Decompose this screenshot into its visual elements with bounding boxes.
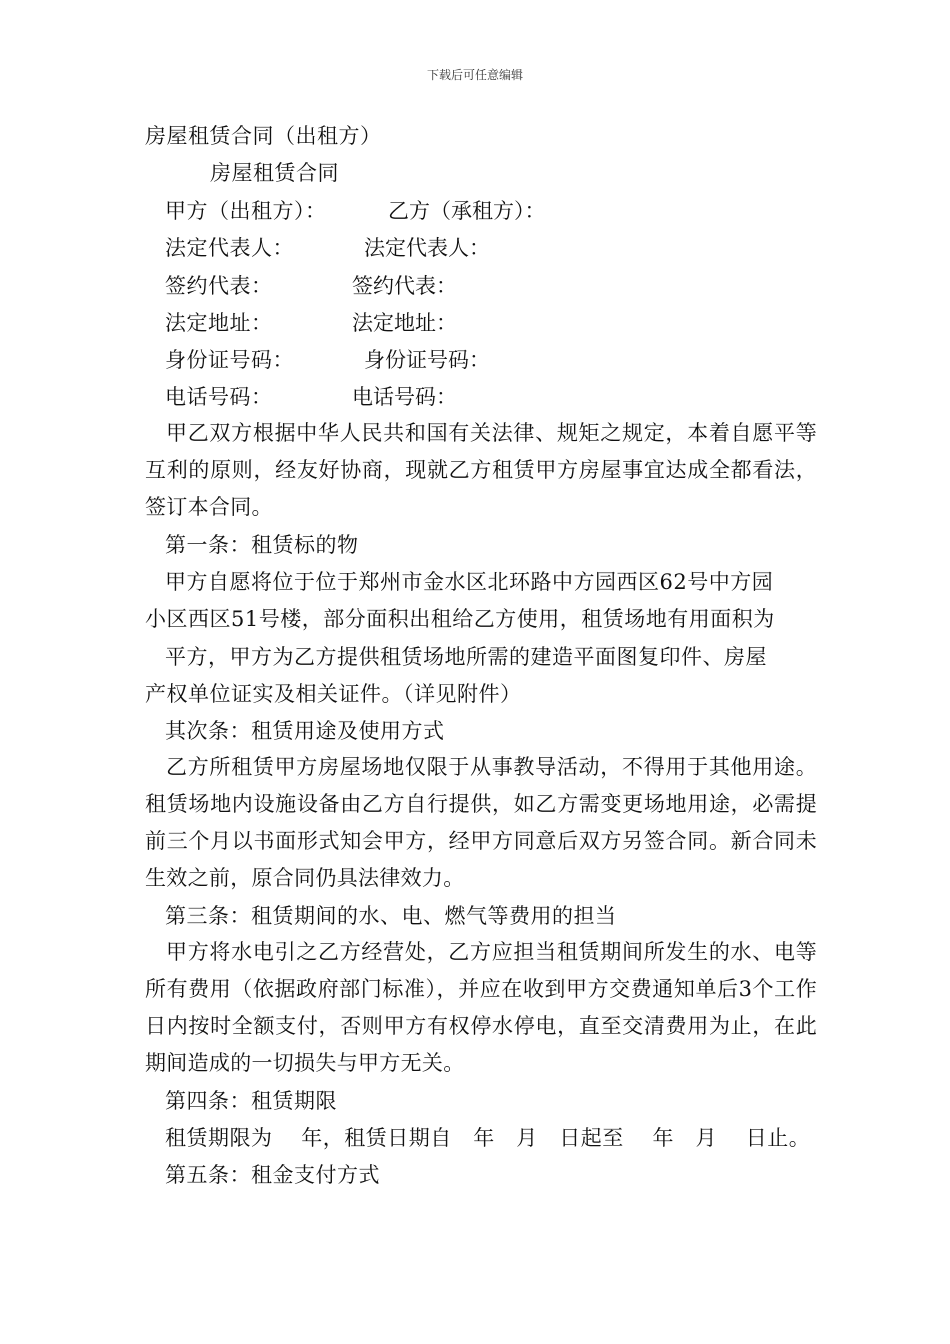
phone-b-label: 电话号码： xyxy=(352,385,457,409)
article-2-paragraph: 乙方所租赁甲方房屋场地仅限于从事教导活动，不得用于其他用途。租赁场地内设施设备由乙方自行提供，如乙方需变更场地用途，必需提前三个月以书面形式知会甲方，经甲方同意后双方另签合同。新合同未生效之前，原合同仍具法律效力。 xyxy=(145,755,817,890)
phone-a-label: 电话号码： xyxy=(165,385,273,409)
header-note: 下载后可任意编辑 xyxy=(426,68,523,82)
article-2-heading: 其次条：租赁用途及使用方式 xyxy=(165,719,445,743)
id-a-label: 身份证号码： xyxy=(165,348,294,372)
article-1-line-4: 产权单位证实及相关证件。（详见附件） xyxy=(145,682,522,706)
article-3-heading: 第三条：租赁期间的水、电、燃气等费用的担当 xyxy=(165,904,617,928)
sign-rep-b-label: 签约代表： xyxy=(352,274,457,298)
address-a-label: 法定地址： xyxy=(165,311,273,335)
address-b-label: 法定地址： xyxy=(352,311,457,335)
legal-rep-b-label: 法定代表人： xyxy=(364,236,490,260)
sign-rep-a-label: 签约代表： xyxy=(165,274,273,298)
article-3-paragraph: 甲方将水电引之乙方经营处，乙方应担当租赁期间所发生的水、电等所有费用（依据政府部门标准），并应在收到甲方交费通知单后3个工作日内按时全额支付，否则甲方有权停水停电，直至交清费用为止，在此期间造成的一切损失与甲方无关。 xyxy=(145,940,817,1075)
article-4-body: 租赁期限为 年，租赁日期自 年 月 日起至 年 月 日止。 xyxy=(165,1126,811,1150)
party-a-label: 甲方（出租方）： xyxy=(165,199,327,223)
article-1-line-3: 平方，甲方为乙方提供租赁场地所需的建造平面图复印件、房屋 xyxy=(165,645,767,669)
article-1-line-1: 甲方自愿将位于位于郑州市金水区北环路中方园西区62号中方园 xyxy=(165,570,774,594)
article-4-heading: 第四条：租赁期限 xyxy=(165,1089,337,1113)
contract-subtitle: 房屋租赁合同 xyxy=(210,161,339,185)
id-b-label: 身份证号码： xyxy=(364,348,490,372)
legal-rep-a-label: 法定代表人： xyxy=(165,236,294,260)
party-b-label: 乙方（承租方）： xyxy=(388,199,546,223)
article-5-heading: 第五条：租金支付方式 xyxy=(165,1163,380,1187)
article-1-heading: 第一条：租赁标的物 xyxy=(165,533,359,557)
intro-paragraph: 甲乙双方根据中华人民共和国有关法律、规矩之规定，本着自愿平等互利的原则，经友好协商，现就乙方租赁甲方房屋事宜达成全都看法，签订本合同。 xyxy=(145,421,817,519)
document-title: 房屋租赁合同（出租方） xyxy=(145,124,382,148)
article-1-line-2: 小区西区51号楼，部分面积出租给乙方使用，租赁场地有用面积为 xyxy=(145,607,775,631)
